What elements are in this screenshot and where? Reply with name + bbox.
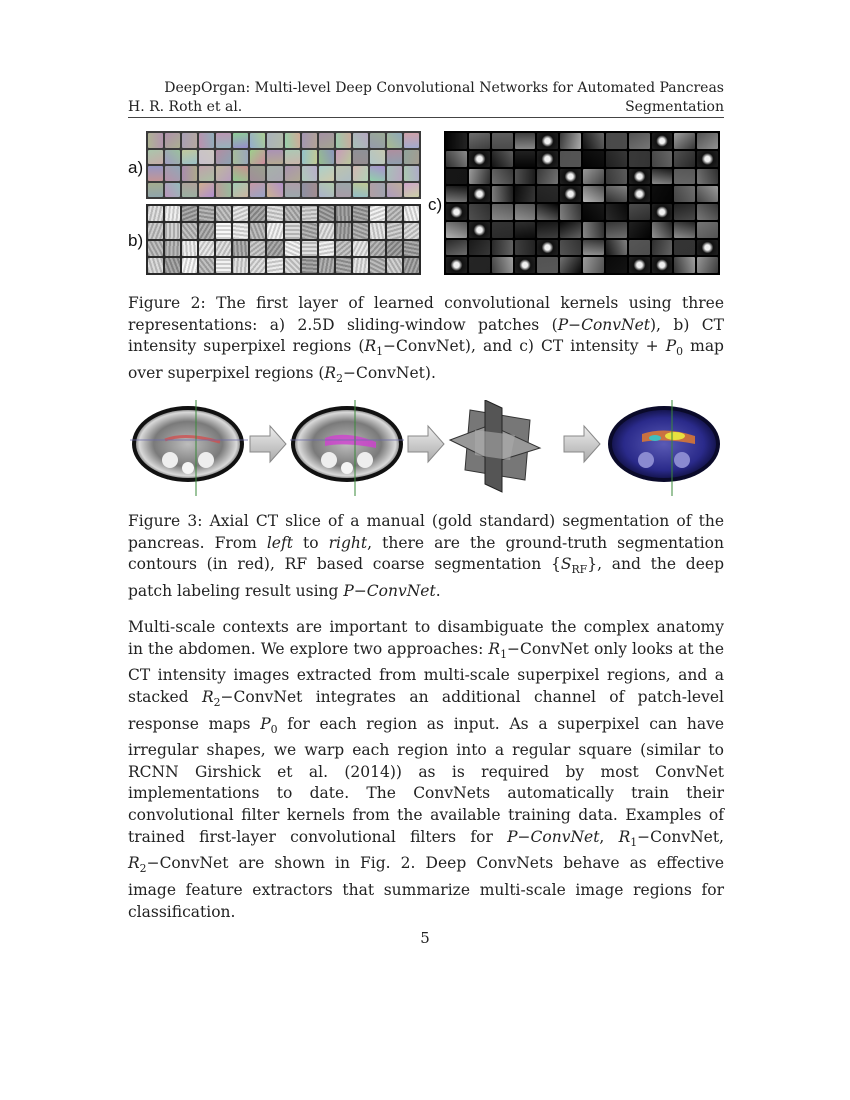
running-title: DeepOrgan: Multi-level Deep Convolutional Networks for Automated Pancreas: [164, 80, 724, 96]
kernel-tile: [267, 206, 282, 221]
kernel-tile: [302, 206, 317, 221]
kernel-tile: [319, 223, 334, 238]
ct-slice-rf-coarse: [290, 400, 404, 496]
kernel-tile: [492, 186, 513, 202]
kernel-tile: [302, 166, 317, 181]
figure2-caption: [128, 293, 724, 389]
kernel-tile: [560, 240, 581, 256]
kernel-tile: [302, 258, 317, 273]
kernel-tile: [182, 258, 197, 273]
figure3-caption-prefix: Figure 3:: [128, 512, 203, 530]
ct-slice-ground-truth: [130, 400, 248, 496]
figure2-caption-prefix: Figure 2:: [128, 294, 206, 312]
kernel-tile: [492, 151, 513, 167]
kernel-tile: [353, 133, 368, 148]
kernel-tile: [652, 151, 673, 167]
p-convnet: P−ConvNet: [557, 315, 650, 334]
kernel-tile: [492, 257, 513, 273]
kernel-tile: [199, 183, 214, 198]
kernel-tile: [370, 166, 385, 181]
kernel-tile: [285, 166, 300, 181]
kernel-tile: [629, 240, 650, 256]
kernel-tile: [404, 241, 419, 256]
kernel-tile: [446, 257, 467, 273]
kernel-tile: [537, 151, 558, 167]
kernel-tile: [387, 223, 402, 238]
kernel-tile: [583, 169, 604, 185]
kernel-tile: [182, 241, 197, 256]
kernel-tile: [446, 169, 467, 185]
kernel-tile: [469, 257, 490, 273]
kernel-grid-a: [146, 131, 421, 199]
kernel-tile: [629, 169, 650, 185]
kernel-tile: [148, 133, 163, 148]
r2-symbol: R: [128, 854, 140, 873]
kernel-tile: [319, 150, 334, 165]
running-title-continued: Segmentation: [625, 99, 724, 115]
kernel-tile: [250, 166, 265, 181]
kernel-tile: [446, 204, 467, 220]
kernel-tile: [285, 258, 300, 273]
left-word: left: [266, 533, 293, 552]
p0-symbol: P: [665, 337, 677, 355]
kernel-tile: [560, 222, 581, 238]
caption-text: Axial CT slice of a manual (gold standard) segmentation of the pancreas. From: [128, 512, 724, 552]
kernel-tile: [606, 257, 627, 273]
kernel-tile: [353, 241, 368, 256]
kernel-tile: [216, 183, 231, 198]
figure3-caption: [128, 511, 724, 602]
kernel-tile: [446, 222, 467, 238]
kernel-tile: [492, 222, 513, 238]
kernel-tile: [674, 186, 695, 202]
kernel-tile: [674, 222, 695, 238]
kernel-tile: [515, 151, 536, 167]
kernel-tile: [199, 223, 214, 238]
figure2-label-a: a): [128, 158, 144, 177]
body-text: for each region as input. As a superpixel can have irregular shapes, we warp each region into a regular square (similar to RCNN Girshick et al. (2014)) as is required by most ConvNet implementations to date. The ConvNets automatically train their convolutional filter kernels from the available training data. Examples of trained first-layer convolutional filters for: [128, 714, 725, 846]
kernel-tile: [165, 223, 180, 238]
kernel-tile: [182, 183, 197, 198]
kernel-tile: [250, 183, 265, 198]
kernel-tile: [148, 223, 163, 238]
kernel-tile: [492, 204, 513, 220]
kernel-tile: [515, 169, 536, 185]
kernel-tile: [697, 169, 718, 185]
kernel-tile: [515, 204, 536, 220]
caption-text: ), and c) CT intensity +: [464, 337, 666, 355]
kernel-tile: [353, 183, 368, 198]
kernel-tile: [537, 257, 558, 273]
kernel-tile: [165, 166, 180, 181]
kernel-tile: [387, 133, 402, 148]
figure2-label-b: b): [128, 231, 144, 250]
kernel-tile: [674, 169, 695, 185]
kernel-tile: [336, 206, 351, 221]
kernel-tile: [199, 150, 214, 165]
kernel-tile: [319, 183, 334, 198]
kernel-tile: [148, 166, 163, 181]
body-text: −ConvNet integrates an additional channel of patch-level response maps: [128, 687, 724, 733]
kernel-tile: [233, 133, 248, 148]
kernel-tile: [285, 133, 300, 148]
kernel-tile: [583, 222, 604, 238]
kernel-tile: [469, 151, 490, 167]
kernel-tile: [216, 241, 231, 256]
kernel-tile: [674, 151, 695, 167]
kernel-tile: [697, 186, 718, 202]
kernel-tile: [560, 169, 581, 185]
running-authors: H. R. Roth et al.: [128, 99, 243, 115]
caption-text: , there are the ground-truth segmentation contours (in red), RF based coarse segmentation {: [128, 533, 724, 573]
kernel-tile: [336, 223, 351, 238]
kernel-tile: [404, 166, 419, 181]
kernel-tile: [148, 183, 163, 198]
kernel-tile: [560, 133, 581, 149]
caption-text: ), b) CT intensity superpixel regions (: [128, 315, 724, 355]
kernel-tile: [233, 241, 248, 256]
kernel-tile: [583, 240, 604, 256]
kernel-tile: [148, 206, 163, 221]
kernel-tile: [353, 206, 368, 221]
kernel-tile: [250, 150, 265, 165]
kernel-tile: [652, 169, 673, 185]
kernel-tile: [267, 258, 282, 273]
body-text: −ConvNet,: [637, 827, 724, 846]
kernel-tile: [370, 206, 385, 221]
kernel-tile: [492, 133, 513, 149]
kernel-tile: [515, 222, 536, 238]
arrow-3: [564, 426, 600, 462]
kernel-tile: [469, 169, 490, 185]
kernel-tile: [387, 241, 402, 256]
kernel-tile: [148, 150, 163, 165]
body-paragraph: [128, 617, 724, 923]
kernel-tile: [148, 241, 163, 256]
kernel-tile: [606, 204, 627, 220]
kernel-tile: [515, 186, 536, 202]
p-convnet: P−ConvNet: [343, 581, 436, 600]
kernel-tile: [182, 166, 197, 181]
kernel-tile: [233, 166, 248, 181]
kernel-tile: [674, 240, 695, 256]
kernel-tile: [336, 183, 351, 198]
kernel-tile: [404, 150, 419, 165]
kernel-tile: [583, 186, 604, 202]
kernel-tile: [182, 206, 197, 221]
kernel-tile: [387, 166, 402, 181]
kernel-tile: [606, 186, 627, 202]
kernel-tile: [250, 223, 265, 238]
kernel-tile: [560, 204, 581, 220]
kernel-tile: [652, 204, 673, 220]
kernel-tile: [697, 257, 718, 273]
kernel-tile: [629, 204, 650, 220]
kernel-tile: [606, 133, 627, 149]
to-word: to: [292, 533, 329, 552]
kernel-grid-c: [444, 131, 720, 275]
kernel-tile: [537, 222, 558, 238]
kernel-tile: [629, 133, 650, 149]
kernel-tile: [469, 186, 490, 202]
r2-subscript: 2: [336, 371, 343, 385]
kernel-tile: [537, 133, 558, 149]
kernel-tile: [182, 150, 197, 165]
kernel-tile: [233, 150, 248, 165]
kernel-tile: [285, 206, 300, 221]
kernel-tile: [216, 166, 231, 181]
kernel-tile: [319, 206, 334, 221]
kernel-tile: [165, 183, 180, 198]
kernel-tile: [336, 241, 351, 256]
header-rule: [128, 117, 724, 118]
kernel-tile: [404, 183, 419, 198]
kernel-tile: [446, 133, 467, 149]
kernel-tile: [652, 186, 673, 202]
kernel-tile: [216, 150, 231, 165]
kernel-tile: [370, 183, 385, 198]
kernel-tile: [469, 204, 490, 220]
kernel-tile: [165, 258, 180, 273]
kernel-tile: [370, 223, 385, 238]
kernel-tile: [652, 257, 673, 273]
kernel-tile: [336, 258, 351, 273]
kernel-tile: [537, 186, 558, 202]
kernel-tile: [233, 258, 248, 273]
arrow-1: [250, 426, 286, 462]
kernel-tile: [353, 150, 368, 165]
p0-symbol: P: [260, 714, 271, 733]
kernel-tile: [583, 133, 604, 149]
kernel-tile: [606, 222, 627, 238]
kernel-tile: [537, 204, 558, 220]
kernel-tile: [404, 206, 419, 221]
s-rf-subscript: RF: [571, 563, 588, 577]
kernel-tile: [336, 133, 351, 148]
kernel-tile: [697, 151, 718, 167]
caption-text: The first layer of learned convolutional kernels using three representations: a) 2.5D sliding-window patches (: [128, 294, 724, 334]
kernel-tile: [387, 150, 402, 165]
kernel-tile: [606, 240, 627, 256]
figure2-label-c: c): [428, 195, 443, 214]
kernel-tile: [387, 206, 402, 221]
kernel-tile: [165, 241, 180, 256]
kernel-tile: [697, 133, 718, 149]
caption-text: .: [435, 581, 441, 600]
kernel-tile: [370, 133, 385, 148]
kernel-tile: [199, 206, 214, 221]
r1-symbol: R: [488, 639, 501, 658]
kernel-tile: [353, 258, 368, 273]
caption-text: ).: [424, 363, 436, 382]
kernel-tile: [250, 241, 265, 256]
kernel-tile: [216, 133, 231, 148]
kernel-tile: [387, 183, 402, 198]
kernel-tile: [515, 240, 536, 256]
kernel-tile: [199, 241, 214, 256]
r2-subscript: 2: [213, 695, 221, 709]
kernel-tile: [697, 222, 718, 238]
p0-subscript: 0: [270, 722, 278, 736]
kernel-tile: [492, 240, 513, 256]
kernel-tile: [165, 150, 180, 165]
body-text: −ConvNet are shown in Fig. 2. Deep ConvNets behave as effective image feature extractors that summarize multi-scale image regions for classification.: [128, 854, 724, 921]
kernel-tile: [250, 133, 265, 148]
arrow-2: [408, 426, 444, 462]
kernel-tile: [267, 183, 282, 198]
kernel-tile: [319, 241, 334, 256]
figure3-pipeline: [130, 400, 730, 496]
r1-subscript: 1: [630, 835, 638, 849]
kernel-tile: [370, 150, 385, 165]
kernel-tile: [319, 133, 334, 148]
r2-symbol: R: [324, 363, 337, 382]
kernel-tile: [583, 151, 604, 167]
kernel-tile: [652, 222, 673, 238]
kernel-tile: [285, 150, 300, 165]
kernel-tile: [583, 204, 604, 220]
kernel-tile: [250, 206, 265, 221]
kernel-tile: [469, 240, 490, 256]
caption-text: }, and the deep patch labeling result using: [128, 555, 724, 600]
kernel-tile: [302, 133, 317, 148]
kernel-tile: [370, 241, 385, 256]
kernel-tile: [515, 133, 536, 149]
page-number: 5: [420, 929, 430, 947]
kernel-tile: [629, 222, 650, 238]
kernel-tile: [165, 206, 180, 221]
kernel-tile: [446, 186, 467, 202]
kernel-tile: [182, 133, 197, 148]
kernel-tile: [515, 257, 536, 273]
kernel-tile: [606, 151, 627, 167]
kernel-tile: [674, 204, 695, 220]
kernel-tile: [652, 133, 673, 149]
p-convnet: P−ConvNet: [507, 827, 600, 846]
kernel-tile: [302, 241, 317, 256]
kernel-tile: [469, 222, 490, 238]
kernel-tile: [267, 241, 282, 256]
body-text: ,: [599, 827, 619, 846]
kernel-tile: [302, 150, 317, 165]
kernel-tile: [199, 133, 214, 148]
kernel-tile: [267, 150, 282, 165]
kernel-tile: [492, 169, 513, 185]
kernel-tile: [674, 133, 695, 149]
kernel-tile: [216, 258, 231, 273]
kernel-tile: [446, 151, 467, 167]
kernel-tile: [652, 240, 673, 256]
kernel-tile: [697, 240, 718, 256]
r1-symbol: R: [618, 827, 631, 846]
kernel-tile: [165, 133, 180, 148]
kernel-tile: [560, 151, 581, 167]
kernel-tile: [537, 169, 558, 185]
kernel-tile: [319, 166, 334, 181]
kernel-tile: [302, 183, 317, 198]
body-text: −ConvNet only looks at the CT intensity images extracted from multi-scale superpixel regions, and a stacked: [128, 639, 724, 706]
kernel-tile: [606, 169, 627, 185]
body-text: Multi-scale contexts are important to disambiguate the complex anatomy in the abdomen. We explore two approaches:: [128, 618, 724, 658]
kernel-tile: [560, 257, 581, 273]
kernel-tile: [404, 133, 419, 148]
right-word: right: [328, 533, 368, 552]
kernel-tile: [302, 223, 317, 238]
kernel-tile: [285, 223, 300, 238]
kernel-tile: [285, 241, 300, 256]
kernel-tile: [353, 166, 368, 181]
kernel-tile: [336, 150, 351, 165]
caption-text: map over superpixel regions (: [128, 337, 724, 382]
running-header-line2: [128, 97, 724, 117]
kernel-tile: [629, 257, 650, 273]
kernel-tile: [353, 223, 368, 238]
r2-symbol: R: [201, 687, 214, 706]
kernel-tile: [233, 206, 248, 221]
s-rf-symbol: S: [560, 555, 572, 573]
r1-subscript: 1: [376, 345, 384, 359]
r1-symbol: R: [364, 337, 377, 355]
kernel-tile: [629, 151, 650, 167]
kernel-tile: [182, 223, 197, 238]
ct-slice-convnet-result: [608, 400, 720, 496]
kernel-tile: [469, 133, 490, 149]
kernel-tile: [674, 257, 695, 273]
kernel-tile: [199, 258, 214, 273]
convnet-suffix: −ConvNet: [343, 363, 425, 382]
kernel-tile: [267, 133, 282, 148]
kernel-tile: [629, 186, 650, 202]
kernel-tile: [148, 258, 163, 273]
kernel-tile: [216, 223, 231, 238]
kernel-tile: [446, 240, 467, 256]
kernel-tile: [267, 166, 282, 181]
kernel-tile: [404, 223, 419, 238]
kernel-tile: [370, 258, 385, 273]
kernel-tile: [285, 183, 300, 198]
r1-subscript: 1: [500, 647, 507, 661]
kernel-tile: [319, 258, 334, 273]
kernel-tile: [560, 186, 581, 202]
p0-subscript: 0: [676, 345, 684, 359]
kernel-tile: [404, 258, 419, 273]
r2-subscript: 2: [139, 862, 147, 876]
convnet-suffix: −ConvNet: [383, 337, 465, 355]
kernel-tile: [336, 166, 351, 181]
kernel-tile: [233, 223, 248, 238]
kernel-tile: [250, 258, 265, 273]
kernel-tile: [697, 204, 718, 220]
kernel-tile: [216, 206, 231, 221]
kernel-tile: [537, 240, 558, 256]
3d-patch-planes: [450, 400, 540, 492]
kernel-tile: [583, 257, 604, 273]
kernel-tile: [233, 183, 248, 198]
kernel-tile: [267, 223, 282, 238]
kernel-tile: [387, 258, 402, 273]
kernel-tile: [199, 166, 214, 181]
kernel-grid-b: [146, 204, 421, 275]
